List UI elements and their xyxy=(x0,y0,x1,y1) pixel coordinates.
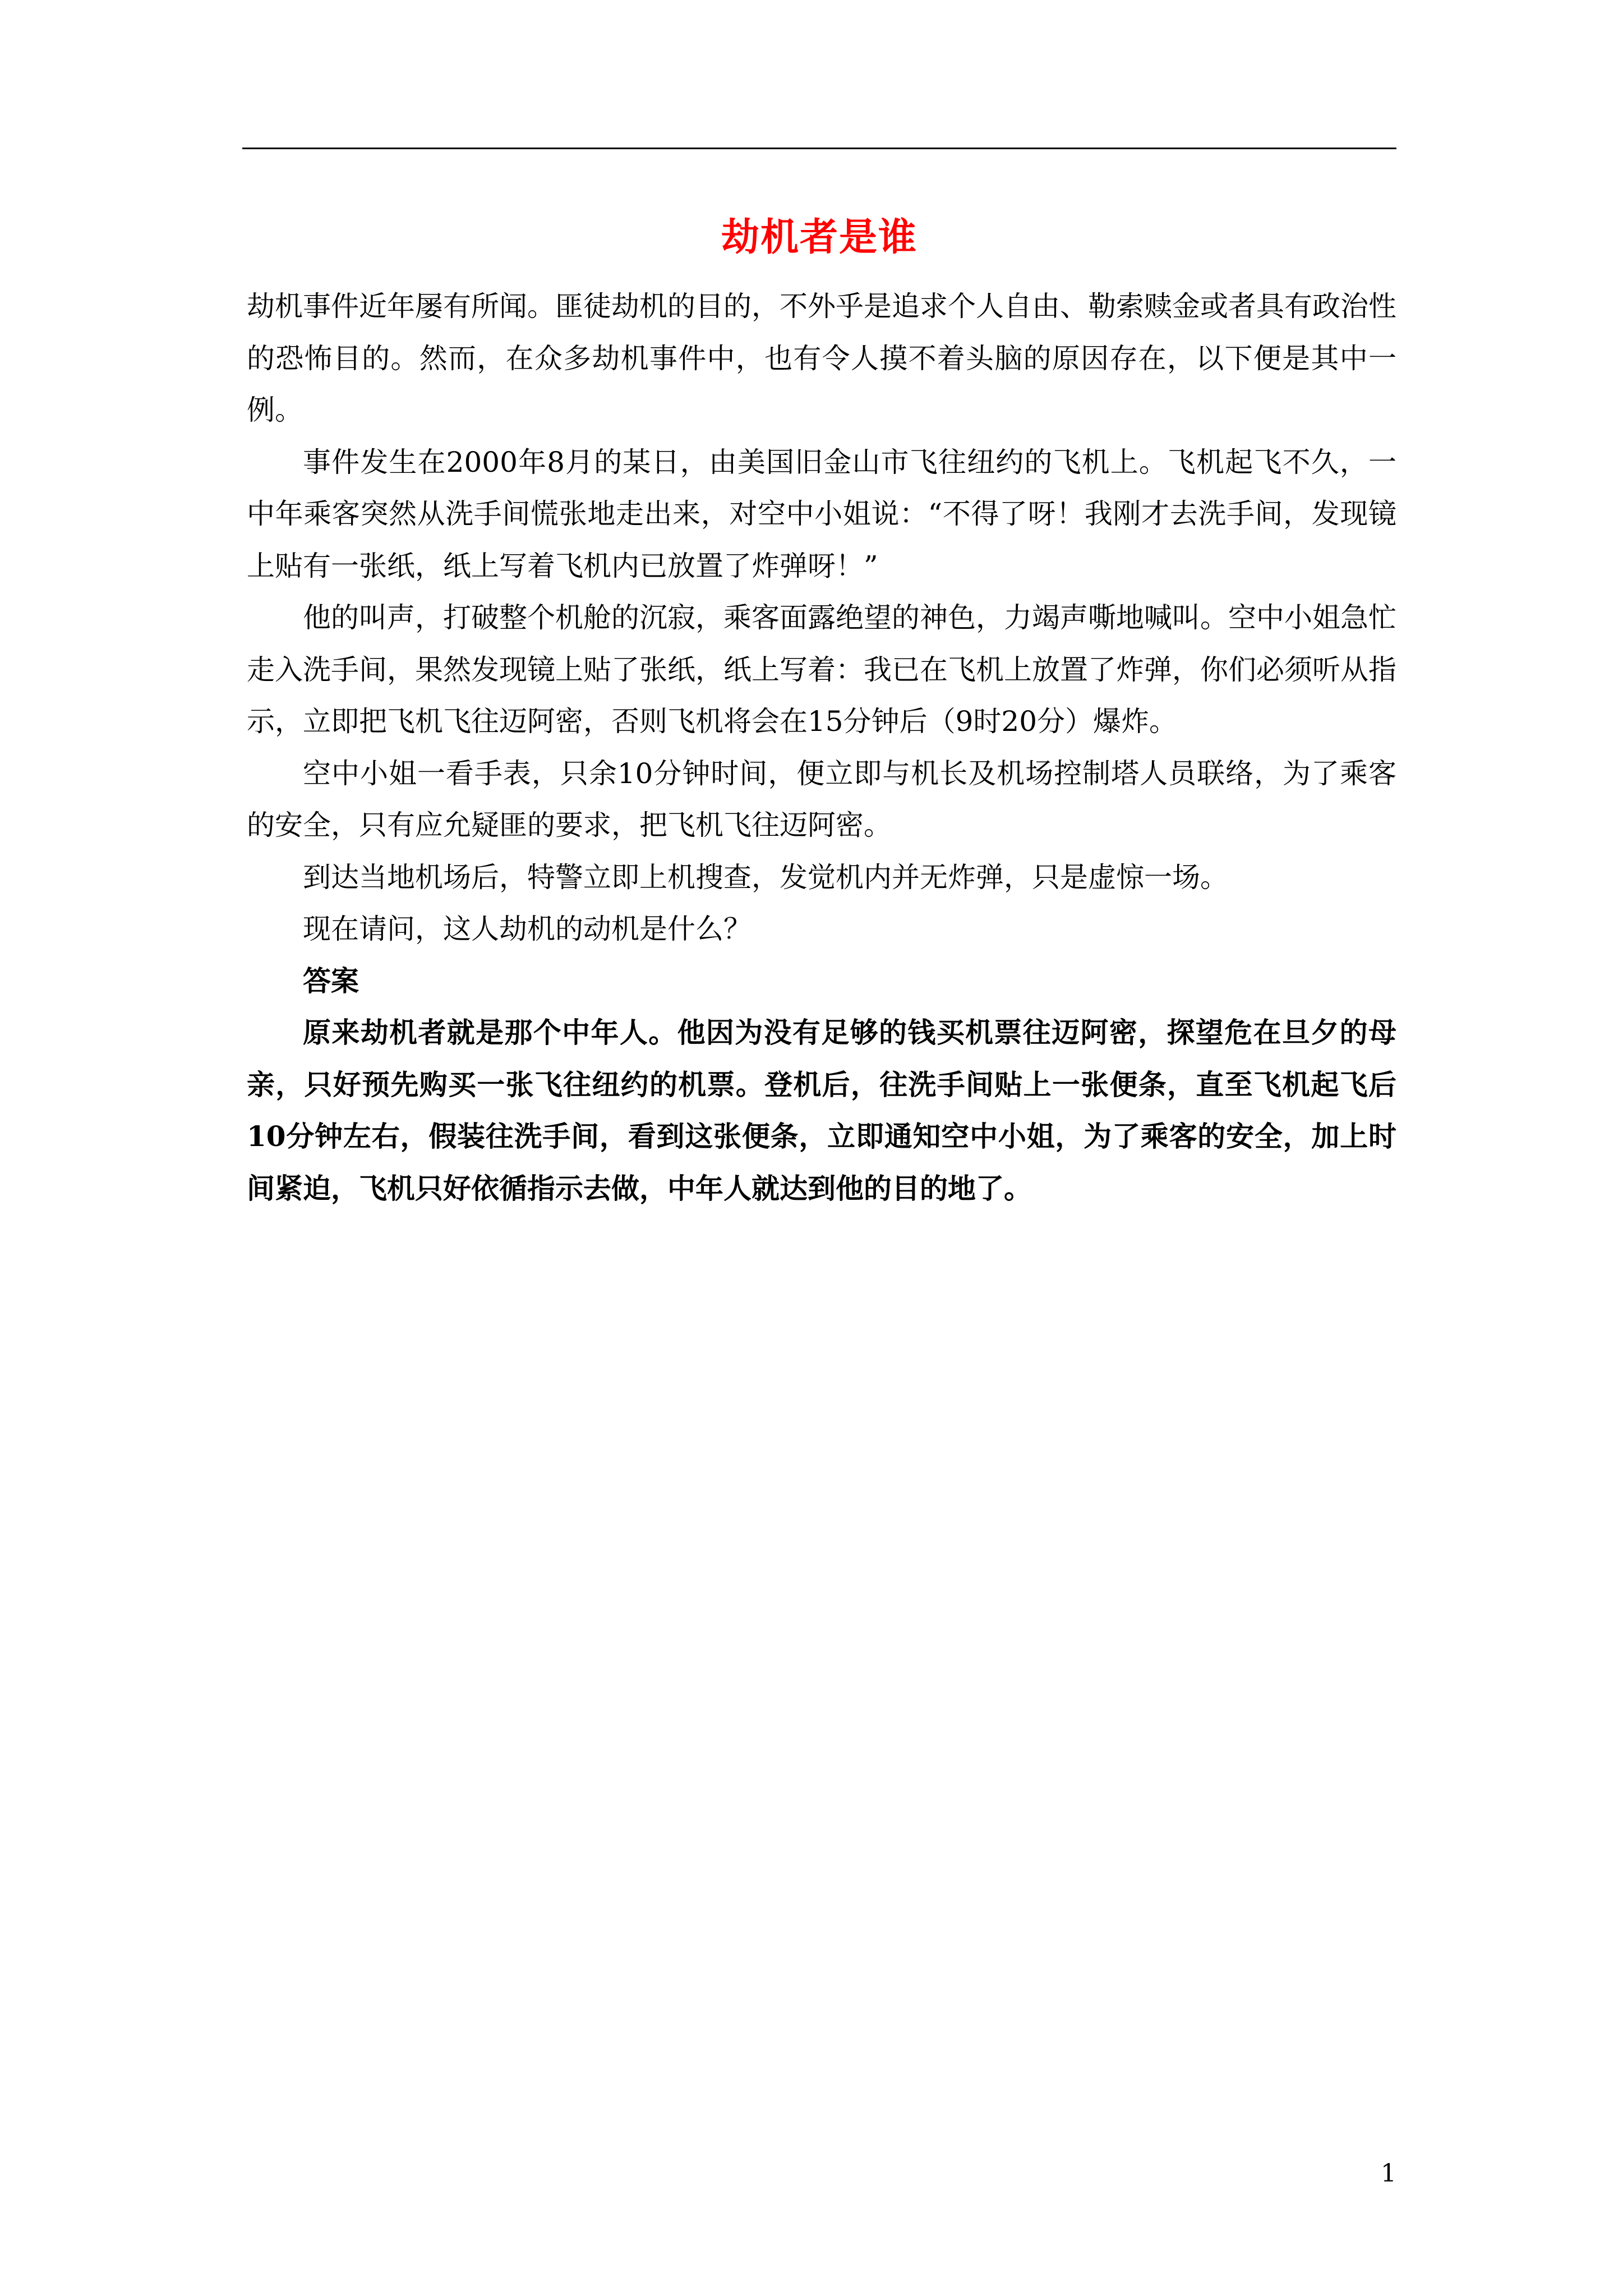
answer-text: 原来劫机者就是那个中年人。他因为没有足够的钱买机票往迈阿密，探望危在旦夕的母亲，只好预先购买一张飞往纽约的机票。登机后，往洗手间贴上一张便条，直至飞机起飞后10分钟左右，假装往洗手间，看到这张便条，立即通知空中小姐，为了乘客的安全，加上时间紧迫，飞机只好依循指示去做，中年人就达到他的目的地了。 xyxy=(247,1016,1396,1205)
paragraph-search: 到达当地机场后，特警立即上机搜查，发觉机内并无炸弹，只是虚惊一场。 xyxy=(303,861,1228,894)
paragraph-diversion: 空中小姐一看手表，只余10分钟时间，便立即与机长及机场控制塔人员联络，为了乘客的安全，只有应允疑匪的要求，把飞机飞往迈阿密。 xyxy=(247,757,1396,841)
paragraph-question: 现在请问，这人劫机的动机是什么？ xyxy=(303,913,751,945)
answer-heading: 答案 xyxy=(303,964,359,997)
document-body xyxy=(247,280,1396,1214)
paragraph-intro: 劫机事件近年屡有所闻。匪徒劫机的目的，不外乎是追求个人自由、勒索赎金或者具有政治性的恐怖目的。然而，在众多劫机事件中，也有令人摸不着头脑的原因存在，以下便是其中一例。 xyxy=(247,290,1396,426)
paragraph-panic: 他的叫声，打破整个机舱的沉寂，乘客面露绝望的神色，力竭声嘶地喊叫。空中小姐急忙走入洗手间，果然发现镜上贴了张纸，纸上写着：我已在飞机上放置了炸弹，你们必须听从指示，立即把飞机飞往迈阿密，否则飞机将会在15分钟后（9时20分）爆炸。 xyxy=(247,601,1396,738)
header-rule xyxy=(242,148,1396,149)
page-number: 1 xyxy=(1381,2159,1396,2188)
document-title: 劫机者是谁 xyxy=(721,215,917,260)
paragraph-event: 事件发生在2000年8月的某日，由美国旧金山市飞往纽约的飞机上。飞机起飞不久，一中年乘客突然从洗手间慌张地走出来，对空中小姐说：“不得了呀！我刚才去洗手间，发现镜上贴有一张纸，纸上写着飞机内已放置了炸弹呀！” xyxy=(247,445,1396,582)
